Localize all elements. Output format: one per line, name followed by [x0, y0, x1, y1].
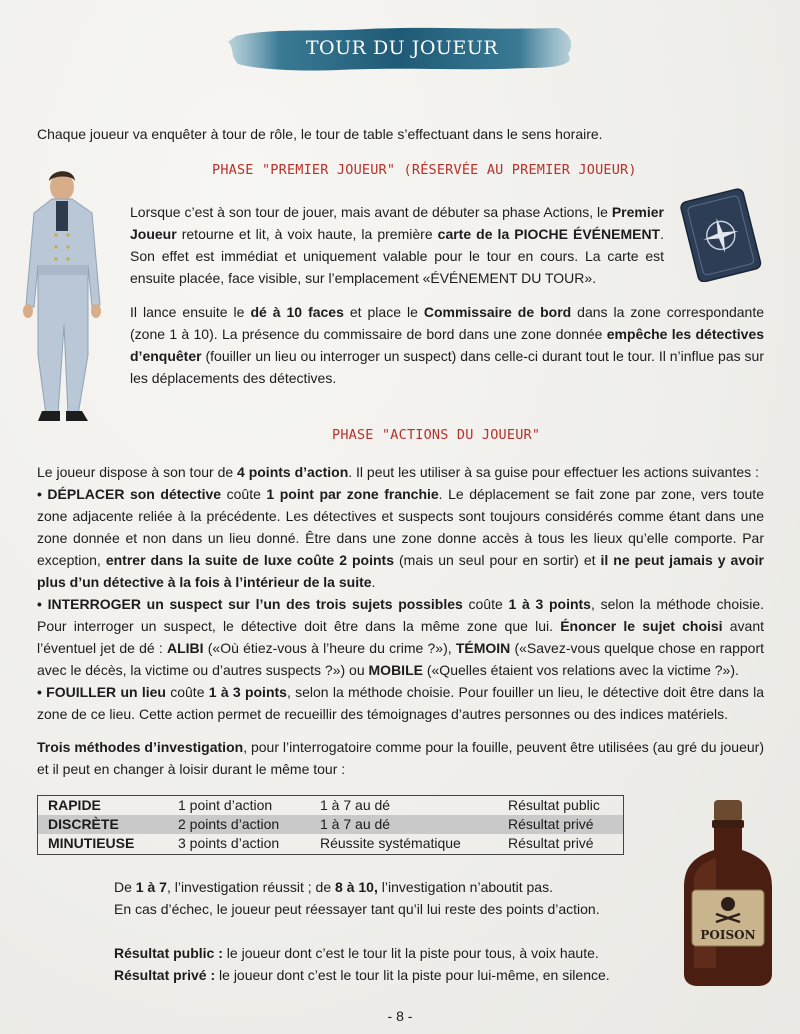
phase-premier-joueur-title: PHASE "PREMIER JOUEUR" (RÉSERVÉE AU PREMIER JOUEUR) [212, 162, 637, 178]
action-move: • DÉPLACER son détective coûte 1 point par zone franchie. Le déplacement se fait zone par zone, vers toute zone adjacente reliée à la précédente. Les détectives et suspects sont toujours considérés comme étant dans une zone donnée et non dans un lieu donné. Être dans une zone donne accès à tous les lieux qu’elle comporte. Par exception, entrer dans la suite de luxe coûte 2 points (mais un seul pour en sortir) et il ne peut jamais y avoir plus d’un détective à la fois à l’intérieur de la suite. [37, 486, 765, 590]
methods-table [37, 795, 624, 855]
phase1-paragraph-2: Il lance ensuite le dé à 10 faces et place le Commissaire de bord dans la zone correspondante (zone 1 à 10). La présence du commissaire de bord dans une zone donnée empêche les détectives d’enquêter (fouiller un lieu ou interroger un suspect) dans celle-ci durant tout le tour. Il n’influe pas sur les déplacements des détectives. [130, 304, 765, 386]
phase1-paragraph-1: Lorsque c’est à son tour de jouer, mais avant de débuter sa phase Actions, le Premier Joueur retourne et lit, à voix haute, la première carte de la PIOCHE ÉVÉNEMENT. Son effet est immédiat et uniquement valable pour le tour en cours. La carte est ensuite placée, face visible, sur l’emplacement «ÉVÉNEMENT DU TOUR». [130, 204, 665, 286]
event-card-illustration [672, 182, 772, 282]
title-banner [228, 24, 576, 72]
phase2-body [37, 461, 764, 725]
table-row: MINUTIEUSE 3 points d’action Réussite systématique Résultat privé [48, 835, 594, 851]
page-number: - 8 - [387, 1008, 413, 1024]
action-interrogate: • INTERROGER un suspect sur l’un des trois sujets possibles coûte 1 à 3 points, selon la méthode choisie. Pour interroger un suspect, le détective doit être dans la même zone que lui. Énoncer le sujet choisi avant l’éventuel jet de dé : ALIBI («Où étiez-vous à l’heure du crime ?»), TÉMOIN («Savez-vous quelque chose en rapport avec le décès, la victime ou d’autres suspects ?») ou MOBILE («Quelles étaient vos relations avec la victime ?»). [37, 596, 765, 678]
methods-intro: Trois méthodes d’investigation, pour l’interrogatoire comme pour la fouille, peuvent être utilisées (au gré du joueur) et il peut en changer à loisir durant le même tour : [37, 739, 764, 777]
action-search: • FOUILLER un lieu coûte 1 à 3 points, selon la méthode choisie. Pour fouiller un lieu, le détective doit être dans la zone de ce lieu. Cette action permet de recueillir des témoignages d’autres personnes ou des indices matériels. [37, 684, 764, 722]
note-dice-result: De 1 à 7, l’investigation réussit ; de 8 à 10, l’investigation n’aboutit pas. [114, 879, 553, 895]
intro-text: Chaque joueur va enquêter à tour de rôle, le tour de table s’effectuant dans le sens horaire. [37, 126, 603, 142]
table-row: RAPIDE 1 point d’action 1 à 7 au dé Résultat public [48, 797, 600, 813]
poison-bottle-illustration [676, 798, 780, 988]
note-retry: En cas d’échec, le joueur peut réessayer tant qu’il lui reste des points d’action. [114, 901, 600, 917]
actions-lead: Le joueur dispose à son tour de 4 points d’action. Il peut les utiliser à sa guise pour effectuer les actions suivantes : [37, 464, 759, 480]
poison-label: POISON [700, 928, 756, 942]
phase-actions-title: PHASE "ACTIONS DU JOUEUR" [332, 427, 541, 443]
note-private-result: Résultat privé : le joueur dont c’est le tour lit la piste pour lui-même, en silence. [114, 967, 610, 983]
table-row: DISCRÈTE 2 points d’action 1 à 7 au dé Résultat privé [38, 815, 623, 834]
page-title: TOUR DU JOUEUR [305, 37, 499, 59]
ship-officer-illustration [8, 165, 118, 425]
notes [114, 876, 674, 986]
note-public-result: Résultat public : le joueur dont c’est le tour lit la piste pour tous, à voix haute. [114, 945, 599, 961]
